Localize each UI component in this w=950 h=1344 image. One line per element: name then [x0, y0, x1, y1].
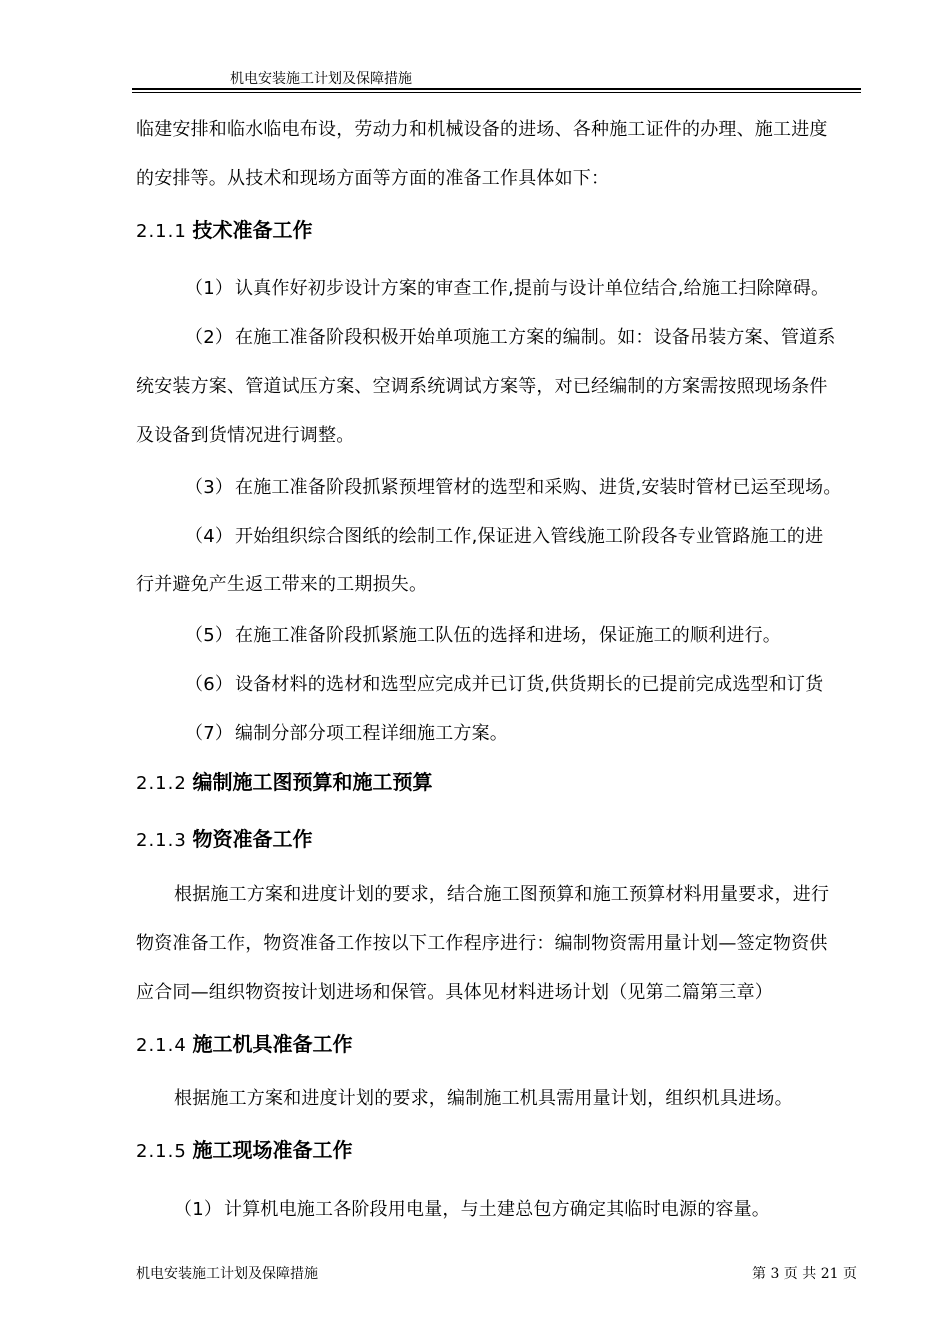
list-item-text: 设备材料的选材和选型应完成并已订货,供货期长的已提前完成选型和订货 [235, 674, 824, 695]
paragraph-line: 应合同—组织物资按计划进场和保管。具体见材料进场计划（见第二篇第三章） [136, 982, 773, 1003]
list-item-number: （4） [185, 526, 234, 547]
section-heading-2-1-3 [136, 823, 313, 852]
section-title: 编制施工图预算和施工预算 [192, 770, 433, 794]
page-number: 第 3 页 共 21 页 [752, 1266, 857, 1282]
list-item-number: （6） [185, 674, 234, 695]
section-heading-2-1-5 [136, 1134, 353, 1163]
page-footer-title: 机电安装施工计划及保障措施 [136, 1266, 318, 1282]
section-number: 2.1.5 [136, 1141, 187, 1162]
paragraph-line: 物资准备工作，物资准备工作按以下工作程序进行：编制物资需用量计划—签定物资供 [136, 933, 828, 954]
page-header-title: 机电安装施工计划及保障措施 [230, 71, 412, 87]
list-item-text: 在施工准备阶段积极开始单项施工方案的编制。如：设备吊装方案、管道系 [235, 327, 836, 348]
list-item-number: （1） [185, 278, 234, 299]
section-title: 施工现场准备工作 [192, 1138, 353, 1162]
list-item [185, 621, 781, 647]
intro-line: 的安排等。从技术和现场方面等方面的准备工作具体如下： [136, 168, 610, 189]
section-number: 2.1.1 [136, 221, 187, 242]
list-item-number: （1） [174, 1199, 223, 1220]
list-item-number: （7） [185, 723, 234, 744]
list-item-text: 编制分部分项工程详细施工方案。 [235, 723, 508, 744]
list-item [174, 1195, 770, 1221]
list-item-number: （3） [185, 477, 234, 498]
list-item-text: 在施工准备阶段抓紧施工队伍的选择和进场，保证施工的顺利进行。 [235, 625, 781, 646]
list-item-text: 在施工准备阶段抓紧预埋管材的选型和采购、进货,安装时管材已运至现场。 [235, 477, 842, 498]
section-heading-2-1-4 [136, 1028, 353, 1057]
list-item-continuation: 行并避免产生返工带来的工期损失。 [136, 574, 428, 595]
paragraph-line: 根据施工方案和进度计划的要求，结合施工图预算和施工预算材料用量要求，进行 [174, 884, 830, 905]
list-item-text: 开始组织综合图纸的绘制工作,保证进入管线施工阶段各专业管路施工的进 [235, 526, 824, 547]
intro-line: 临建安排和临水临电布设，劳动力和机械设备的进场、各种施工证件的办理、施工进度 [136, 119, 828, 140]
paragraph-line: 根据施工方案和进度计划的要求，编制施工机具需用量计划，组织机具进场。 [174, 1088, 793, 1109]
list-item [185, 670, 823, 696]
list-item [185, 274, 829, 300]
list-item-continuation: 及设备到货情况进行调整。 [136, 425, 355, 446]
section-number: 2.1.3 [136, 830, 187, 851]
section-heading-2-1-1 [136, 214, 313, 243]
list-item-continuation: 统安装方案、管道试压方案、空调系统调试方案等，对已经编制的方案需按照现场条件 [136, 376, 828, 397]
section-number: 2.1.2 [136, 773, 187, 794]
list-item-number: （2） [185, 327, 234, 348]
section-title: 施工机具准备工作 [192, 1032, 353, 1056]
header-divider-thin [132, 92, 861, 93]
header-divider [132, 88, 861, 90]
list-item [185, 323, 836, 349]
list-item-text: 认真作好初步设计方案的审查工作,提前与设计单位结合,给施工扫除障碍。 [235, 278, 830, 299]
section-number: 2.1.4 [136, 1035, 187, 1056]
section-title: 物资准备工作 [192, 827, 313, 851]
section-title: 技术准备工作 [192, 218, 313, 242]
list-item-number: （5） [185, 625, 234, 646]
section-heading-2-1-2 [136, 766, 433, 795]
list-item-text: 计算机电施工各阶段用电量，与土建总包方确定其临时电源的容量。 [224, 1199, 770, 1220]
list-item [185, 473, 842, 499]
list-item [185, 522, 823, 548]
list-item [185, 719, 508, 745]
